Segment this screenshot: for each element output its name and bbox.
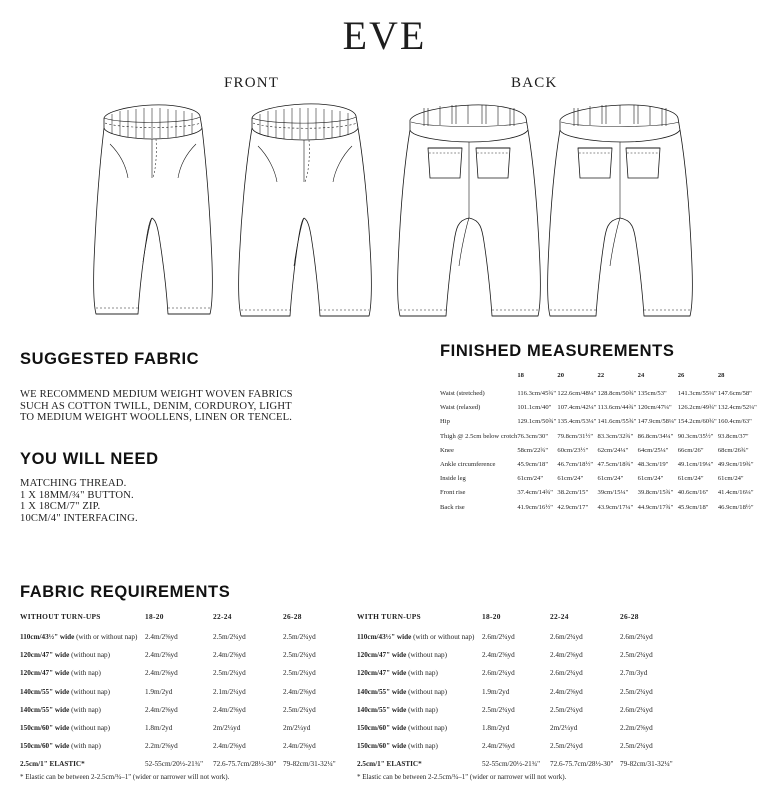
fabric-amount-value: 2.6m/2¾yd bbox=[482, 633, 515, 641]
nap-note: (without nap) bbox=[71, 723, 111, 732]
measurement-value: 37.4cm/14¾" bbox=[517, 489, 553, 497]
fabric-width-label: 120cm/47" wide (without nap) bbox=[20, 651, 111, 660]
fabric-amount-value: 1.8m/2yd bbox=[145, 723, 173, 732]
fabric-requirement-row bbox=[20, 706, 350, 724]
nap-note: (without nap) bbox=[71, 651, 111, 660]
measurements-corner-cell bbox=[440, 372, 517, 390]
fabric-amount-value: 2.5m/2¾yd bbox=[620, 742, 653, 751]
nap-note: (without nap) bbox=[408, 723, 448, 732]
nap-note: (with or without nap) bbox=[76, 633, 138, 641]
measurement-row bbox=[440, 433, 758, 447]
fabric-amount-value: 2.6m/2¾yd bbox=[550, 633, 583, 641]
nap-note: (with nap) bbox=[71, 669, 101, 678]
measurement-value: 101.1cm/40" bbox=[517, 404, 552, 412]
front-trouser-right-illustration bbox=[239, 104, 372, 316]
fabric-width-label: 120cm/47" wide (with nap) bbox=[357, 669, 438, 678]
fabric-amount-value: 2.4m/2⅝yd bbox=[145, 705, 178, 714]
measurement-value: 86.8cm/34¼" bbox=[637, 432, 674, 440]
suggested-fabric-line: TO MEDIUM WEIGHT WOOLLENS, LINEN OR TENCEL. bbox=[20, 412, 293, 424]
measurement-value: 49.9cm/19¾" bbox=[717, 460, 754, 468]
nap-note: (with nap) bbox=[71, 742, 101, 751]
measurement-label: Thigh @ 2.5cm below crotch bbox=[440, 432, 518, 440]
nap-note: (without nap) bbox=[408, 651, 448, 660]
fabric-amount-value: 2.2m/2⅝yd bbox=[145, 742, 178, 751]
fabric-requirement-row bbox=[357, 688, 687, 706]
fabric-amount-value: 2.4m/2⅝yd bbox=[482, 742, 515, 751]
measurement-value: 48.3cm/19" bbox=[637, 460, 669, 468]
fabric-amount-value: 2.4m/2⅝yd bbox=[145, 669, 178, 678]
measurement-value: 135.4cm/53¼" bbox=[557, 418, 597, 426]
measurement-value: 49.1cm/19¼" bbox=[677, 460, 714, 468]
fabric-requirement-row bbox=[20, 633, 350, 651]
page-title: EVE bbox=[342, 13, 427, 58]
fabric-requirements-table-with-turnups bbox=[357, 612, 687, 779]
fabric-amount-value: 2.5m/2¾yd bbox=[283, 669, 316, 678]
fabric-requirement-row bbox=[20, 688, 350, 706]
fabric-amount-value: 2.5m/2¾yd bbox=[482, 705, 515, 714]
nap-note: (without nap) bbox=[408, 687, 448, 696]
size-header: 24 bbox=[637, 372, 645, 379]
fabric-width-label: 110cm/43½" wide (with or without nap) bbox=[357, 633, 475, 641]
suggested-fabric-heading: SUGGESTED FABRIC bbox=[20, 350, 200, 368]
fabric-requirement-row bbox=[20, 669, 350, 687]
measurement-row bbox=[440, 504, 758, 518]
fabric-amount-value: 2.4m/2⅝yd bbox=[283, 687, 316, 696]
fabric-requirement-row bbox=[357, 742, 687, 760]
measurement-value: 128.8cm/50¾" bbox=[597, 390, 637, 397]
fabric-width-label: 150cm/60" wide (without nap) bbox=[357, 723, 448, 732]
fabric-amount-value: 2.5m/2¾yd bbox=[620, 651, 653, 660]
fabric-amount-value: 2.4m/2⅝yd bbox=[550, 651, 583, 660]
front-view-label: FRONT bbox=[224, 75, 280, 91]
measurement-value: 61cm/24" bbox=[637, 475, 664, 483]
measurement-value: 79.8cm/31½" bbox=[557, 432, 594, 440]
measurement-value: 122.6cm/48¼" bbox=[557, 390, 597, 397]
you-will-need-line: 10CM/4" INTERFACING. bbox=[20, 512, 138, 524]
you-will-need-line: MATCHING THREAD. bbox=[20, 478, 127, 489]
measurement-value: 61cm/24" bbox=[677, 475, 704, 483]
measurement-value: 46.7cm/18½" bbox=[557, 460, 594, 468]
req-header-row bbox=[357, 612, 687, 633]
fabric-amount-value: 2.4m/2⅝yd bbox=[213, 651, 246, 660]
fabric-amount-value: 2.5m/2¾yd bbox=[283, 651, 316, 660]
req-size-header: 26-28 bbox=[283, 612, 302, 621]
measurement-label: Waist (relaxed) bbox=[440, 404, 481, 412]
size-header: 26 bbox=[677, 372, 685, 379]
measurement-label: Inside leg bbox=[440, 475, 466, 483]
elastic-value: 52-55cm/20½-21¾" bbox=[482, 760, 541, 769]
measurement-value: 43.9cm/17¼" bbox=[597, 503, 634, 511]
fabric-requirement-row bbox=[20, 742, 350, 760]
measurement-label: Back rise bbox=[440, 503, 465, 511]
measurement-value: 93.8cm/37" bbox=[717, 432, 749, 440]
fabric-amount-value: 2.6m/2¾yd bbox=[482, 669, 515, 678]
fabric-amount-value: 1.9m/2yd bbox=[145, 687, 173, 696]
fabric-requirement-row bbox=[357, 633, 687, 651]
fabric-requirements-table-without-turnups bbox=[20, 612, 350, 779]
you-will-need-line: 1 X 18CM/7" ZIP. bbox=[20, 501, 101, 513]
fabric-amount-value: 2.4m/2⅝yd bbox=[213, 705, 246, 714]
fabric-amount-value: 2.4m/2⅝yd bbox=[145, 651, 178, 660]
measurement-value: 45.9cm/18" bbox=[517, 460, 549, 468]
fabric-amount-value: 2.5m/2¾yd bbox=[620, 687, 653, 696]
nap-note: (with or without nap) bbox=[413, 633, 475, 641]
fabric-amount-value: 2.4m/2⅝yd bbox=[213, 742, 246, 751]
fabric-amount-value: 2.7m/3yd bbox=[620, 669, 648, 678]
front-trouser-left-illustration bbox=[94, 105, 213, 314]
measurement-value: 154.2cm/60¾" bbox=[677, 418, 717, 426]
measurement-label: Waist (stretched) bbox=[440, 390, 485, 397]
measurement-value: 90.3cm/35½" bbox=[677, 432, 714, 440]
measurement-value: 61cm/24" bbox=[557, 475, 584, 483]
fabric-amount-value: 2.4m/2⅝yd bbox=[145, 633, 178, 641]
fabric-width-label: 140cm/55" wide (with nap) bbox=[20, 705, 101, 714]
fabric-requirement-row bbox=[357, 651, 687, 669]
fabric-requirement-row bbox=[357, 669, 687, 687]
measurement-row bbox=[440, 475, 758, 489]
fabric-amount-value: 2.2m/2⅝yd bbox=[620, 723, 653, 732]
measurement-label: Knee bbox=[440, 446, 454, 454]
fabric-amount-value: 2.6m/2¾yd bbox=[620, 633, 653, 641]
nap-note: (with nap) bbox=[408, 742, 438, 751]
measurement-value: 120cm/47¼" bbox=[637, 404, 672, 412]
elastic-value: 72.6-75.7cm/28½-30" bbox=[213, 760, 277, 769]
measurement-value: 141.6cm/55¾" bbox=[597, 418, 637, 426]
fabric-amount-value: 2.6m/2¾yd bbox=[620, 705, 653, 714]
nap-note: (with nap) bbox=[71, 705, 101, 714]
measurement-value: 44.9cm/17¾" bbox=[637, 503, 674, 511]
measurement-value: 64cm/25¼" bbox=[637, 446, 669, 454]
nap-note: (with nap) bbox=[408, 705, 438, 714]
measurement-row bbox=[440, 461, 758, 475]
fabric-requirement-row bbox=[20, 651, 350, 669]
fabric-width-label: 110cm/43½" wide (with or without nap) bbox=[20, 633, 138, 641]
you-will-need-heading: YOU WILL NEED bbox=[20, 450, 159, 468]
suggested-fabric-text bbox=[20, 389, 320, 424]
fabric-amount-value: 2.4m/2⅝yd bbox=[283, 742, 316, 751]
fabric-amount-value: 2m/2¼yd bbox=[213, 723, 241, 732]
req-size-header: 18-20 bbox=[482, 612, 501, 621]
measurement-value: 41.4cm/16¼" bbox=[717, 489, 754, 497]
measurement-value: 83.3cm/32¾" bbox=[597, 432, 634, 440]
technical-flat-illustrations bbox=[0, 92, 769, 322]
elastic-footnote: * Elastic can be between 2-2.5cm/¾–1" (wider or narrower will not work). bbox=[20, 773, 230, 781]
back-view-label: BACK bbox=[511, 75, 558, 91]
size-header: 20 bbox=[557, 372, 565, 379]
suggested-fabric-line: SUCH AS COTTON TWILL, DENIM, CORDUROY, LIGHT bbox=[20, 400, 292, 412]
req-size-header: 26-28 bbox=[620, 612, 639, 621]
size-header: 22 bbox=[597, 372, 605, 379]
elastic-value: 79-82cm/31-32¼" bbox=[620, 760, 673, 769]
measurement-row bbox=[440, 447, 758, 461]
you-will-need-line: 1 X 18MM/¾" BUTTON. bbox=[20, 489, 134, 501]
elastic-label: 2.5cm/1" ELASTIC* bbox=[357, 760, 422, 769]
measurement-value: 41.9cm/16½" bbox=[517, 503, 553, 511]
size-header: 28 bbox=[717, 372, 725, 379]
back-trouser-left-illustration bbox=[398, 105, 541, 316]
fabric-width-label: 140cm/55" wide (without nap) bbox=[20, 687, 111, 696]
req-size-header: 22-24 bbox=[213, 612, 232, 621]
fabric-amount-value: 2.5m/2¾yd bbox=[283, 633, 316, 641]
measurement-value: 107.4cm/42¼" bbox=[557, 404, 597, 412]
fabric-width-label: 140cm/55" wide (without nap) bbox=[357, 687, 448, 696]
measurement-row bbox=[440, 418, 758, 432]
fabric-amount-value: 2.5m/2¾yd bbox=[213, 669, 246, 678]
fabric-width-label: 120cm/47" wide (without nap) bbox=[357, 651, 448, 660]
req-header-row bbox=[20, 612, 350, 633]
fabric-amount-value: 2.4m/2⅝yd bbox=[550, 687, 583, 696]
fabric-requirement-row bbox=[20, 724, 350, 742]
measurement-label: Ankle circumference bbox=[440, 460, 496, 468]
measurement-value: 116.3cm/45¾" bbox=[517, 390, 557, 397]
req-title: WITH TURN-UPS bbox=[357, 612, 421, 621]
elastic-value: 79-82cm/31-32¼" bbox=[283, 760, 336, 769]
measurement-value: 132.4cm/52¼" bbox=[717, 404, 757, 412]
measurement-value: 39cm/15¼" bbox=[597, 489, 629, 497]
measurement-value: 135cm/53" bbox=[637, 390, 667, 397]
fabric-amount-value: 1.9m/2yd bbox=[482, 687, 510, 696]
measurement-value: 58cm/22¾" bbox=[517, 446, 549, 454]
measurement-value: 47.5cm/18¾" bbox=[597, 460, 634, 468]
fabric-amount-value: 2.5m/2¾yd bbox=[550, 742, 583, 751]
fabric-amount-value: 2.4m/2⅝yd bbox=[482, 651, 515, 660]
fabric-amount-value: 2.6m/2¾yd bbox=[550, 669, 583, 678]
measurement-value: 76.3cm/30" bbox=[517, 432, 549, 440]
measurements-header-row bbox=[440, 372, 758, 390]
fabric-width-label: 120cm/47" wide (with nap) bbox=[20, 669, 101, 678]
elastic-footnote: * Elastic can be between 2-2.5cm/¾–1" (wider or narrower will not work). bbox=[357, 773, 567, 781]
back-trouser-right-illustration bbox=[548, 105, 693, 316]
fabric-amount-value: 2m/2¼yd bbox=[550, 723, 578, 732]
measurement-value: 66cm/26" bbox=[677, 446, 704, 454]
elastic-value: 52-55cm/20½-21¾" bbox=[145, 760, 204, 769]
measurement-row bbox=[440, 404, 758, 418]
measurement-value: 126.2cm/49¾" bbox=[677, 404, 717, 412]
measurement-value: 38.2cm/15" bbox=[557, 489, 589, 497]
finished-measurements-table bbox=[440, 372, 758, 518]
measurement-value: 61cm/24" bbox=[597, 475, 624, 483]
elastic-value: 72.6-75.7cm/28½-30" bbox=[550, 760, 614, 769]
measurement-row bbox=[440, 489, 758, 503]
measurement-value: 61cm/24" bbox=[517, 475, 544, 483]
measurement-value: 113.6cm/44¾" bbox=[597, 404, 637, 412]
elastic-label: 2.5cm/1" ELASTIC* bbox=[20, 760, 85, 769]
finished-measurements-heading: FINISHED MEASUREMENTS bbox=[440, 342, 675, 360]
measurement-value: 147.6cm/58" bbox=[717, 390, 752, 397]
fabric-amount-value: 2m/2¼yd bbox=[283, 723, 311, 732]
fabric-amount-value: 2.5m/2¾yd bbox=[550, 705, 583, 714]
measurement-value: 40.6cm/16" bbox=[677, 489, 709, 497]
fabric-width-label: 150cm/60" wide (without nap) bbox=[20, 723, 111, 732]
fabric-width-label: 140cm/55" wide (with nap) bbox=[357, 705, 438, 714]
measurement-value: 147.9cm/58¼" bbox=[637, 418, 677, 426]
fabric-requirement-row bbox=[357, 706, 687, 724]
you-will-need-text bbox=[20, 478, 320, 524]
measurement-value: 60cm/23½" bbox=[557, 446, 589, 454]
measurement-value: 68cm/26¾" bbox=[717, 446, 749, 454]
req-size-header: 22-24 bbox=[550, 612, 569, 621]
measurement-value: 160.4cm/63" bbox=[717, 418, 752, 426]
nap-note: (with nap) bbox=[408, 669, 438, 678]
req-title: WITHOUT TURN-UPS bbox=[20, 612, 101, 621]
measurement-value: 129.1cm/50¾" bbox=[517, 418, 557, 426]
fabric-requirement-row bbox=[357, 724, 687, 742]
measurement-value: 141.3cm/55¼" bbox=[677, 390, 717, 397]
fabric-amount-value: 2.5m/2¾yd bbox=[283, 705, 316, 714]
measurement-value: 46.9cm/18½" bbox=[717, 503, 754, 511]
measurement-value: 42.9cm/17" bbox=[557, 503, 589, 511]
req-size-header: 18-20 bbox=[145, 612, 164, 621]
measurement-value: 39.8cm/15¾" bbox=[637, 489, 674, 497]
measurement-label: Hip bbox=[440, 418, 450, 426]
fabric-requirements-heading: FABRIC REQUIREMENTS bbox=[20, 583, 231, 601]
nap-note: (without nap) bbox=[71, 687, 111, 696]
measurement-label: Front rise bbox=[440, 489, 466, 497]
fabric-amount-value: 2.5m/2¾yd bbox=[213, 633, 246, 641]
fabric-amount-value: 1.8m/2yd bbox=[482, 723, 510, 732]
fabric-width-label: 150cm/60" wide (with nap) bbox=[20, 742, 101, 751]
measurement-row bbox=[440, 390, 758, 404]
measurement-value: 45.9cm/18" bbox=[677, 503, 709, 511]
fabric-amount-value: 2.1m/2¼yd bbox=[213, 687, 246, 696]
fabric-width-label: 150cm/60" wide (with nap) bbox=[357, 742, 438, 751]
measurement-value: 62cm/24¼" bbox=[597, 446, 629, 454]
size-header: 18 bbox=[517, 372, 524, 379]
suggested-fabric-line: WE RECOMMEND MEDIUM WEIGHT WOVEN FABRICS bbox=[20, 389, 293, 400]
measurement-value: 61cm/24" bbox=[717, 475, 744, 483]
